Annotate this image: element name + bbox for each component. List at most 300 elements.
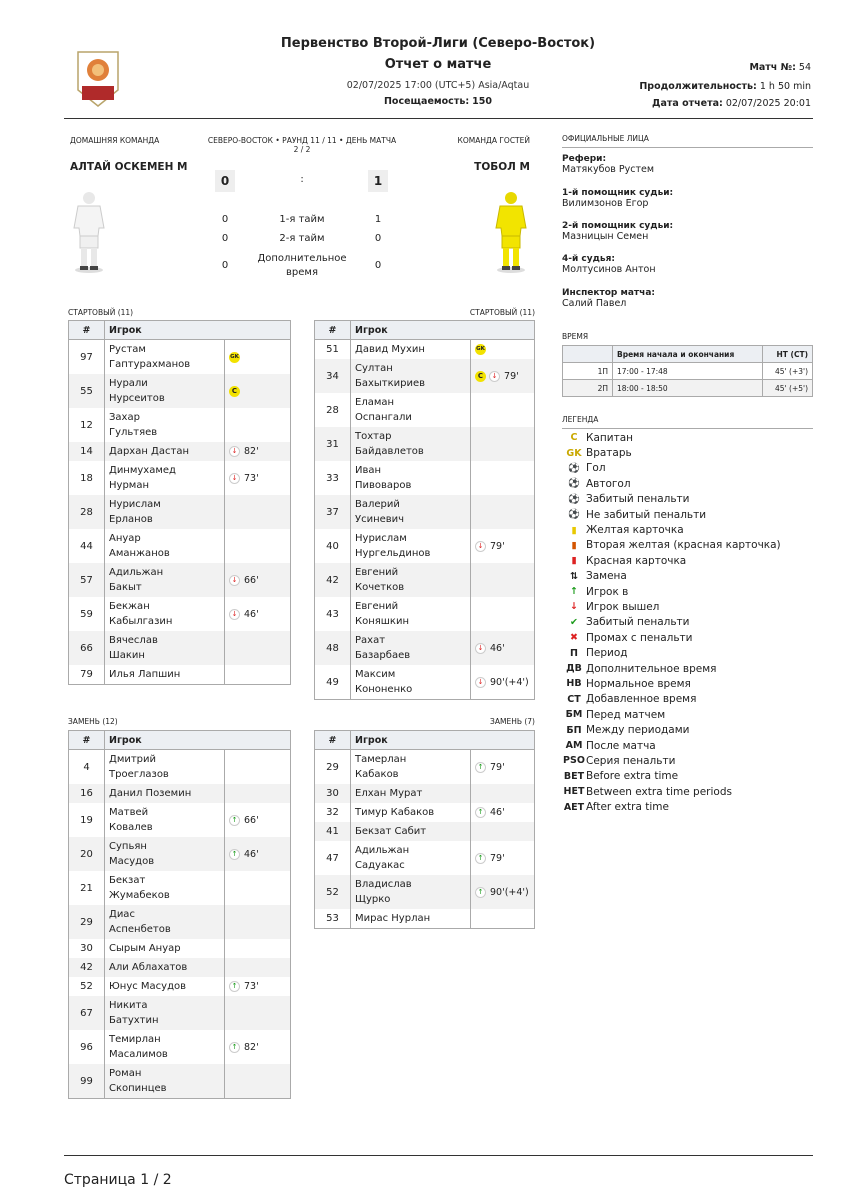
legend-icon: ▮ [571, 555, 577, 567]
player-number: 20 [69, 837, 105, 871]
legend-icon: П [570, 647, 578, 659]
player-events [225, 1030, 291, 1064]
legend-item [562, 769, 813, 784]
home-subs-label: ЗАМЕНЬ (12) [68, 717, 118, 726]
player-events [225, 529, 291, 563]
player-row [69, 461, 291, 495]
player-events [225, 784, 291, 803]
player-number: 4 [69, 750, 105, 785]
player-events [225, 750, 291, 785]
player-events [471, 803, 535, 822]
legend-text: Between extra time periods [586, 785, 732, 798]
player-name: Мирас Нурлан [351, 909, 471, 929]
legend-text: Между периодами [586, 724, 690, 737]
home-score-1h: 0 [221, 214, 229, 225]
home-score: 0 [215, 170, 235, 192]
sub-in-icon: ↑ [229, 815, 240, 826]
legend-text: Игрок в [586, 585, 629, 598]
player-name: Рахат Базарбаев [351, 631, 471, 665]
legend-icon: ⚽ [568, 478, 580, 490]
player-row [69, 665, 291, 685]
player-row [315, 784, 535, 803]
player-number: 52 [69, 977, 105, 996]
player-events [471, 822, 535, 841]
event-minute: 90'(+4') [490, 886, 529, 898]
player-events [471, 909, 535, 929]
legend-text: Дополнительное время [586, 662, 717, 675]
legend-item [562, 492, 813, 507]
player-number: 48 [315, 631, 351, 665]
player-events [225, 597, 291, 631]
legend-icon: ✖ [570, 632, 578, 644]
player-row [315, 340, 535, 360]
legend-icon: GK [566, 447, 582, 459]
player-events [471, 597, 535, 631]
player-events [225, 803, 291, 837]
away-starting-label: СТАРТОВЫЙ (11) [469, 308, 535, 317]
player-number: 30 [315, 784, 351, 803]
legend-icon: ⚽ [568, 493, 580, 505]
round-label: СЕВЕРО-ВОСТОК • РАУНД 11 / 11 • ДЕНЬ МАТЧА 2 / 2 [207, 136, 397, 154]
player-events [225, 1064, 291, 1099]
time-row-1: 1П 17:00 - 17:48 45' (+3') [563, 363, 813, 380]
sub-out-icon: ↓ [489, 371, 500, 382]
player-events [471, 340, 535, 360]
legend-icon: ДВ [566, 663, 582, 675]
period-1h-label: 1-я тайм [279, 214, 325, 225]
legend-text: Автогол [586, 477, 631, 490]
player-name: Адильжан Садуакас [351, 841, 471, 875]
legend-text: After extra time [586, 801, 669, 814]
player-name: Дархан Дастан [105, 442, 225, 461]
player-row [69, 442, 291, 461]
player-row [315, 631, 535, 665]
event-minute: 73' [244, 472, 259, 484]
report-subtitle: Отчет о матче [384, 57, 492, 72]
player-number: 42 [315, 563, 351, 597]
legend-text: Забитый пенальти [586, 616, 690, 629]
sub-out-icon: ↓ [475, 643, 486, 654]
sub-in-icon: ↑ [475, 853, 486, 864]
player-events [225, 665, 291, 685]
away-score-2h: 0 [374, 233, 382, 244]
event-minute: 82' [244, 446, 259, 457]
sub-out-icon: ↓ [229, 609, 240, 620]
player-events [225, 374, 291, 408]
player-number: 30 [69, 939, 105, 958]
officials-divider [562, 147, 813, 148]
legend-text: Красная карточка [586, 554, 687, 567]
legend-item [562, 676, 813, 691]
player-events [225, 871, 291, 905]
sub-out-icon: ↓ [475, 541, 486, 552]
legend-item [562, 645, 813, 660]
legend-icon: БП [566, 724, 582, 736]
player-events [471, 461, 535, 495]
legend-item [562, 538, 813, 553]
player-row [69, 784, 291, 803]
legend-item [562, 661, 813, 676]
sub-out-icon: ↓ [475, 677, 486, 688]
player-number: 53 [315, 909, 351, 929]
legend-item [562, 753, 813, 768]
player-row [315, 909, 535, 929]
legend-item [562, 784, 813, 799]
event-minute: 79' [490, 852, 505, 864]
legend-icon: ⚽ [568, 462, 580, 474]
player-events [471, 495, 535, 529]
player-name: Нурислам Нургельдинов [351, 529, 471, 563]
legend-icon: BET [563, 770, 585, 782]
official-assistant-1: 1-й помощник судьи: Вилимзонов Егор [562, 188, 674, 209]
event-minute: 73' [244, 981, 259, 992]
player-name: Темирлан Масалимов [105, 1030, 225, 1064]
official-inspector: Инспектор матча: Салий Павел [562, 288, 655, 309]
event-minute: 79' [504, 370, 519, 382]
player-row [315, 359, 535, 393]
player-number: 59 [69, 597, 105, 631]
player-events [225, 442, 291, 461]
away-score-1h: 1 [374, 214, 382, 225]
legend-icon: AET [563, 801, 585, 813]
legend-item [562, 799, 813, 814]
player-name: Данил Поземин [105, 784, 225, 803]
player-row [69, 1064, 291, 1099]
player-events [225, 631, 291, 665]
time-table: Время начала и окончания HT (СТ) 1П 17:00 - 17:48 45' (+3') 2П 18:00 - 18:50 45' (+5') [562, 345, 813, 397]
player-name: Вячеслав Шакин [105, 631, 225, 665]
player-number: 43 [315, 597, 351, 631]
home-kit-icon [72, 190, 106, 277]
legend-item [562, 553, 813, 568]
player-number: 66 [69, 631, 105, 665]
player-number: 96 [69, 1030, 105, 1064]
home-starting-label: СТАРТОВЫЙ (11) [68, 308, 134, 317]
event-minute: 46' [490, 807, 505, 818]
player-number: 32 [315, 803, 351, 822]
legend-text: Before extra time [586, 770, 679, 783]
player-row [315, 393, 535, 427]
legend-icon: НВ [566, 678, 582, 690]
legend-text: Игрок вышел [586, 600, 660, 613]
player-number: 29 [69, 905, 105, 939]
sub-in-icon: ↑ [475, 887, 486, 898]
legend-text: Период [586, 647, 628, 660]
event-minute: 79' [490, 761, 505, 773]
player-events [225, 461, 291, 495]
player-name: Максим Кононенко [351, 665, 471, 700]
player-row [69, 631, 291, 665]
legend-text: После матча [586, 739, 656, 752]
officials-list [562, 154, 673, 321]
time-row-2: 2П 18:00 - 18:50 45' (+5') [563, 380, 813, 397]
player-name: Динмухамед Нурман [105, 461, 225, 495]
player-events [225, 495, 291, 529]
attendance: Посещаемость: 150 [383, 96, 493, 107]
away-team-name: ТОБОЛ М [474, 161, 530, 173]
sub-in-icon: ↑ [475, 762, 486, 773]
sub-in-icon: ↑ [475, 807, 486, 818]
legend-icon: АМ [565, 740, 583, 751]
player-row [69, 977, 291, 996]
player-number: 52 [315, 875, 351, 909]
event-minute: 82' [244, 1041, 259, 1053]
player-number: 97 [69, 340, 105, 375]
event-minute: 90'(+4') [490, 676, 529, 688]
player-number: 42 [69, 958, 105, 977]
player-name: Тамерлан Кабаков [351, 750, 471, 785]
player-events [225, 340, 291, 375]
legend-icon: ▮ [571, 539, 577, 551]
player-name: Бекзат Сабит [351, 822, 471, 841]
player-row [69, 408, 291, 442]
player-name: Роман Скопинцев [105, 1064, 225, 1099]
legend-text: Промах с пенальти [586, 631, 693, 644]
report-title: Первенство Второй-Лиги (Северо-Восток) [280, 36, 596, 51]
player-events [471, 750, 535, 785]
player-events [225, 977, 291, 996]
player-events [225, 408, 291, 442]
event-minute: 46' [490, 642, 505, 654]
legend-icon: ▮ [571, 524, 577, 536]
player-events [225, 996, 291, 1030]
player-events [471, 393, 535, 427]
page-number: Страница 1 / 2 [64, 1172, 172, 1188]
player-row [69, 905, 291, 939]
legend-item [562, 738, 813, 753]
match-duration: Продолжительность: 1 h 50 min [639, 81, 811, 92]
legend-item [562, 584, 813, 599]
legend-item [562, 722, 813, 737]
player-row [69, 871, 291, 905]
player-events [471, 665, 535, 700]
player-number: 44 [69, 529, 105, 563]
report-date: Дата отчета: 02/07/2025 20:01 [652, 98, 811, 109]
legend-divider [562, 428, 813, 429]
legend-icon: БМ [565, 709, 583, 721]
away-subs-label: ЗАМЕНЬ (7) [490, 717, 535, 726]
event-minute: 46' [244, 848, 259, 860]
player-number: 18 [69, 461, 105, 495]
footer-divider [64, 1155, 813, 1156]
legend-item [562, 507, 813, 522]
sub-out-icon: ↓ [229, 575, 240, 586]
player-row [315, 841, 535, 875]
player-row [315, 495, 535, 529]
player-number: 37 [315, 495, 351, 529]
away-score-et: 0 [374, 260, 382, 271]
legend-text: Вторая желтая (красная карточка) [586, 539, 781, 552]
player-name: Евгений Коняшкин [351, 597, 471, 631]
legend-item [562, 522, 813, 537]
legend-item [562, 599, 813, 614]
player-number: 14 [69, 442, 105, 461]
player-number: 28 [315, 393, 351, 427]
home-team-name: АЛТАЙ ОСКЕМЕН М [70, 161, 188, 173]
player-row [69, 837, 291, 871]
player-number: 79 [69, 665, 105, 685]
player-number: 41 [315, 822, 351, 841]
player-number: 57 [69, 563, 105, 597]
player-row [69, 340, 291, 375]
player-name: Супьян Масудов [105, 837, 225, 871]
player-number: 99 [69, 1064, 105, 1099]
player-name: Еламан Оспангали [351, 393, 471, 427]
player-row [69, 803, 291, 837]
event-minute: 66' [244, 814, 259, 826]
legend-icon: C [570, 432, 578, 444]
home-starting-table: # Игрок 97 Рустам Гаптурахманов GK 55 Нурали Нурсеитов C 12 Захар Гультяев 14 Дархан Дастан ↓ 82' 18 Динмухамед Нурман ↓ 73' 28 Нурислам Ерланов 44 Ануар Аманжанов 57 Адильжан Бакыт ↓ 66' 59 Бекжан Кабылгазин ↓ 46' 66 Вячеслав Шакин 79 Илья Лапшин [68, 320, 291, 685]
home-score-2h: 0 [221, 233, 229, 244]
legend-item [562, 476, 813, 491]
player-name: Нурали Нурсеитов [105, 374, 225, 408]
player-number: 34 [315, 359, 351, 393]
home-team-label: ДОМАШНЯЯ КОМАНДА [70, 136, 160, 145]
header-divider [64, 118, 813, 119]
player-number: 21 [69, 871, 105, 905]
player-events [225, 563, 291, 597]
player-row [315, 461, 535, 495]
player-row [69, 958, 291, 977]
legend-item [562, 430, 813, 445]
player-events [471, 427, 535, 461]
player-name: Захар Гультяев [105, 408, 225, 442]
sub-out-icon: ↓ [229, 446, 240, 457]
legend-item [562, 707, 813, 722]
legend-list [562, 430, 813, 815]
player-name: Али Аблахатов [105, 958, 225, 977]
legend-text: Гол [586, 462, 606, 475]
legend-icon: СТ [567, 693, 581, 705]
player-name: Владислав Щурко [351, 875, 471, 909]
legend-item [562, 461, 813, 476]
player-events [471, 784, 535, 803]
player-events [471, 359, 535, 393]
event-minute: 79' [490, 540, 505, 552]
player-name: Иван Пивоваров [351, 461, 471, 495]
legend-icon: HET [563, 786, 585, 798]
player-number: 47 [315, 841, 351, 875]
player-number: 16 [69, 784, 105, 803]
player-number: 31 [315, 427, 351, 461]
player-name: Елхан Мурат [351, 784, 471, 803]
match-datetime: 02/07/2025 17:00 (UTC+5) Asia/Aqtau [346, 80, 530, 91]
player-row [315, 665, 535, 700]
sub-in-icon: ↑ [229, 849, 240, 860]
goalkeeper-icon: GK [229, 352, 240, 363]
player-name: Султан Бахыткириев [351, 359, 471, 393]
player-name: Илья Лапшин [105, 665, 225, 685]
official-assistant-2: 2-й помощник судьи: Мазницын Семен [562, 221, 674, 242]
legend-text: Серия пенальти [586, 754, 676, 767]
player-row [69, 563, 291, 597]
player-row [69, 996, 291, 1030]
player-row [69, 597, 291, 631]
legend-text: Забитый пенальти [586, 493, 690, 506]
score-separator: : [300, 174, 304, 185]
legend-icon: PSO [563, 755, 585, 767]
sub-out-icon: ↓ [229, 473, 240, 484]
legend-text: Капитан [586, 431, 633, 444]
player-name: Никита Батухтин [105, 996, 225, 1030]
legend-text: Добавленное время [586, 693, 697, 706]
player-row [69, 750, 291, 785]
legend-item [562, 630, 813, 645]
captain-icon: C [229, 386, 240, 397]
legend-icon: ⚽ [568, 509, 580, 521]
legend-icon: ✔ [570, 616, 578, 628]
player-events [471, 875, 535, 909]
player-name: Бекзат Жумабеков [105, 871, 225, 905]
player-name: Адильжан Бакыт [105, 563, 225, 597]
legend-item [562, 615, 813, 630]
player-row [69, 1030, 291, 1064]
player-row [69, 529, 291, 563]
player-name: Бекжан Кабылгазин [105, 597, 225, 631]
player-name: Нурислам Ерланов [105, 495, 225, 529]
player-name: Юнус Масудов [105, 977, 225, 996]
player-events [471, 529, 535, 563]
away-kit-icon [494, 190, 528, 277]
legend-text: Замена [586, 570, 627, 583]
player-events [225, 837, 291, 871]
player-number: 29 [315, 750, 351, 785]
away-score: 1 [368, 170, 388, 192]
player-events [225, 958, 291, 977]
player-name: Матвей Ковалев [105, 803, 225, 837]
event-minute: 46' [244, 608, 259, 620]
legend-text: Вратарь [586, 447, 632, 460]
legend-text: Желтая карточка [586, 524, 684, 537]
player-events [225, 905, 291, 939]
official-fourth: 4-й судья: Молтусинов Антон [562, 254, 656, 275]
period-et-label: Дополнительное время [257, 253, 347, 278]
player-events [471, 841, 535, 875]
player-number: 28 [69, 495, 105, 529]
sub-in-icon: ↑ [229, 981, 240, 992]
player-number: 33 [315, 461, 351, 495]
time-title: ВРЕМЯ [562, 332, 589, 341]
player-name: Ануар Аманжанов [105, 529, 225, 563]
player-name: Сырым Ануар [105, 939, 225, 958]
officials-title: ОФИЦИАЛЬНЫЕ ЛИЦА [562, 134, 649, 143]
player-name: Тохтар Байдавлетов [351, 427, 471, 461]
player-name: Валерий Усиневич [351, 495, 471, 529]
legend-text: Перед матчем [586, 708, 666, 721]
legend-text: Не забитый пенальти [586, 508, 707, 521]
player-name: Тимур Кабаков [351, 803, 471, 822]
away-team-label: КОМАНДА ГОСТЕЙ [457, 136, 530, 145]
home-score-et: 0 [221, 260, 229, 271]
player-number: 67 [69, 996, 105, 1030]
player-row [315, 875, 535, 909]
player-row [69, 939, 291, 958]
player-row [69, 374, 291, 408]
player-row [315, 597, 535, 631]
player-events [225, 939, 291, 958]
player-name: Давид Мухин [351, 340, 471, 360]
player-number: 40 [315, 529, 351, 563]
legend-title: ЛЕГЕНДА [562, 415, 599, 424]
legend-icon: ↑ [570, 586, 578, 598]
player-row [315, 822, 535, 841]
captain-icon: C [475, 371, 486, 382]
legend-item [562, 569, 813, 584]
player-number: 19 [69, 803, 105, 837]
player-row [69, 495, 291, 529]
goalkeeper-icon: GK [475, 344, 486, 355]
home-subs-table: # Игрок 4 Дмитрий Троеглазов 16 Данил Поземин 19 Матвей Ковалев ↑ 66' 20 Супьян Масудов ↑ 46' 21 Бекзат Жумабеков 29 Диас Аспенбетов 30 Сырым Ануар 42 Али Аблахатов 52 Юнус Масудов ↑ 73' 67 Никита Батухтин 96 Темирлан Масалимов ↑ 82' 99 Роман Скопинцев [68, 730, 291, 1099]
